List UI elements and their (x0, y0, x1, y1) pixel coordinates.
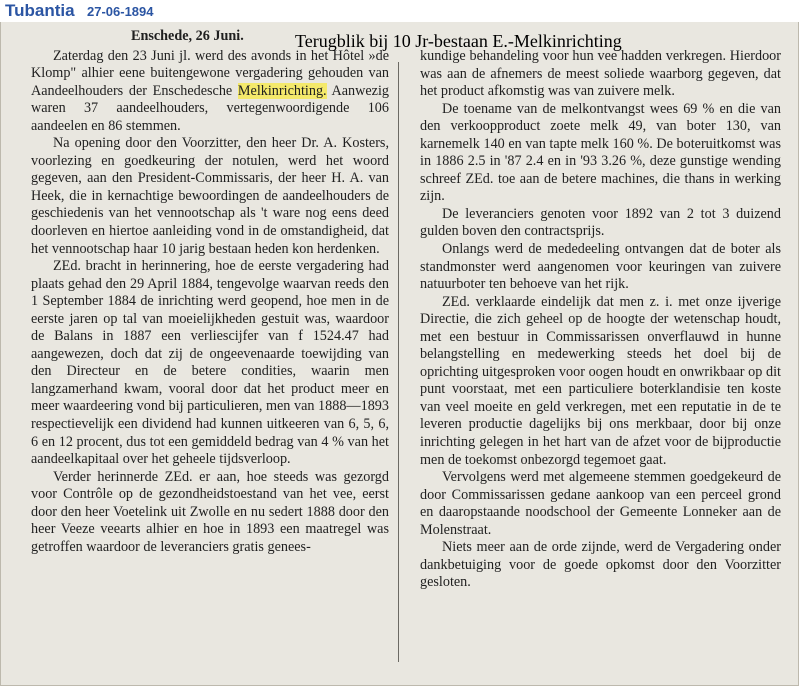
paragraph-9: ZEd. verklaarde eindelijk dat men z. i. met onze ijverige Directie, die zich geheel op de hoogte der wetenschap houdt, met een bestuur in Commissarissen onverflauwd in hunne belangstelling en medewerking steeds het doel bij de oprichting uitgesproken voor oogen houdt en onwrikbaar op dit punt voorstaat, met een particuliere boterklandisie ten koste van veel moeite en geld verkregen, met een reputatie in de te leveren productie dagelijks bij ons merkbaar, door bij onze inrichting gelegen in het hart van de afzet voor de bijproductie men de toekomst onbezorgd tegemoet gaat. (420, 293, 781, 468)
paragraph-8: Onlangs werd de mededeeling ontvangen dat de boter als standmonster werd aangenomen voor keuringen van zuivere natuurboter ten behoeve van het rijk. (420, 241, 781, 293)
paragraph-11: Niets meer aan de orde zijnde, werd de Vergadering onder dankbetuiging voor de goede opkomst door den Voorzitter gesloten. (420, 539, 781, 591)
right-column (420, 28, 781, 592)
column-divider (398, 62, 399, 662)
left-column (31, 28, 389, 556)
paragraph-6: De toename van de melkontvangst wees 69 % en die van den verkoopproduct zoete melk 49, van boter 130, van karnemelk 140 en van tapte melk 160 %. De boteruitkomst was in 1886 2.5 in '87 2.4 en in '93 3.26 %, deze gunstige wending schreef ZEd. toe aan de betere machines, die thans in werking zijn. (420, 100, 781, 205)
paragraph-2: Na opening door den Voorzitter, den heer Dr. A. Kosters, voorlezing en goedkeuring der notulen, werd het woord gegeven, aan den President-Commissaris, der heer H. A. van Heek, die in kernachtige bewoordingen de aandeelhouders de geschiedenis van het vennootschap als 't ware nog eens deed doorleven en hiertoe aanleiding vond in de omstandigheid, dat het vennootschap haar 10 jarig bestaan heden kon herdenken. (31, 135, 389, 257)
article-headline: Terugblik bij 10 Jr-bestaan E.-Melkinrichting (295, 31, 622, 51)
paragraph-7: De leveranciers genoten voor 1892 van 2 tot 3 duizend gulden boven den contractsprijs. (420, 205, 781, 240)
paragraph-1 (31, 48, 389, 136)
publication-date: 27-06-1894 (87, 4, 154, 19)
newspaper-clipping (0, 22, 799, 686)
paragraph-1-text-a: Zaterdag den 23 Juni jl. werd des avonds in het Hôtel »de Klomp" alhier eene buitengewone vergadering gehouden van Aandeelhouders der Enschedesche (31, 47, 389, 99)
paragraph-5: kundige behandeling voor hun vee hadden verkregen. Hierdoor was aan de afnemers de meest soliede waarborg gegeven, dat het product afkomstig was van zuivere melk. (420, 48, 781, 100)
paragraph-4: Verder herinnerde ZEd. er aan, hoe steeds was gezorgd voor Contrôle op de gezondheidstoestand van het vee, eerst door den heer Voetelink uit Zwolle en nu sedert 1888 door den heer Veeze veearts alhier en hoe in 1893 een maatregel was getroffen waardoor de leveranciers gratis genees- (31, 468, 389, 555)
page-header (0, 0, 800, 24)
paragraph-1-text-b: Aanwezig waren 37 aandeelhouders, vertegenwoordigende 106 aandeelen en 86 stemmen. (31, 82, 390, 134)
paragraph-3: ZEd. bracht in herinnering, hoe de eerste vergadering had plaats gehad den 29 April 1884, tengevolge waarvan reeds den 1 September 1884 de inrichting werd geopend, hoe men in de eerste jaren op tal van moeielijkheden gestuit was, waardoor de Balans in 1887 een verliescijfer van f 1524.47 had aangewezen, doch dat zij de ongeevenaarde toewijding van den Directeur en de betere condities, waarin men langzamerhand kwam, vooral door dat het product meer en meer waardeering vond bij particulieren, men van 1888—1893 respectievelijk een dividend had kunnen uitkeeren van 6, 5, 6, 6 en 12 procent, dus tot een gemiddeld bedrag van 4 % van het aandeelkapitaal over het geheele tijdsverloop. (31, 258, 389, 468)
highlighted-term: Melkinrichting. (237, 82, 327, 99)
newspaper-name: Tubantia (5, 1, 75, 20)
paragraph-10: Vervolgens werd met algemeene stemmen goedgekeurd de door Commissarissen gedane aankoop van een perceel grond en daaropstaande noodschool der Gemeente Lonneker aan de Molenstraat. (420, 469, 781, 538)
dateline: Enschede, 26 Juni. (131, 28, 244, 44)
